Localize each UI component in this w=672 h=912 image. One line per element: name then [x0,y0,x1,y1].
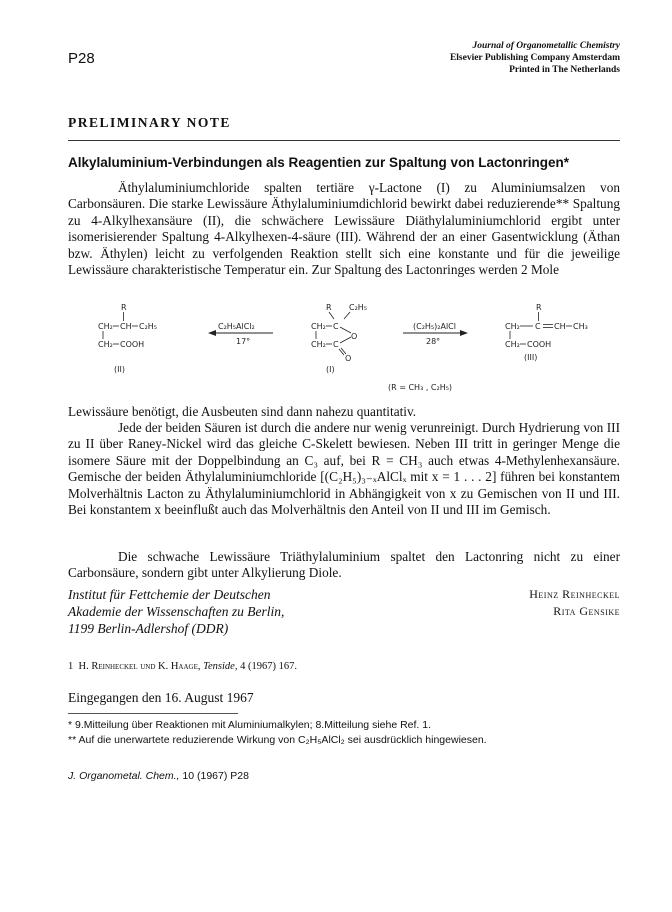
paragraph-4 [68,549,620,582]
printed-in: Printed in The Netherlands [509,65,620,75]
reference-number: 1 [68,661,74,672]
paragraph-1-text: Äthylaluminiumchloride spalten tertiäre γ-Lactone (I) zu Aluminiumsalzen von Carbonsäuren. Die starke Lewissäure Äthylaluminiumdichlorid bewirkt dabei reduzierende** Spaltung zu 4-Alkylhexansäure (II), die schwächere Lewissäure Diäthylaluminiumchlorid ergibt unter isomerisierender Spaltung 4-Alkylhexen-4-säure (III). Während der an einer Gasentwicklung (Äthan bzw. Äthylen) leicht zu verfolgenden Reaktion stellt sich eine konstante und für die jeweilige Lewissäure charakteristische Temperatur ein. Zur Spaltung des Lactonringes werden 2 Mole [68,180,620,278]
footnote-rule [68,713,238,714]
iii-cooh: COOH [527,340,552,349]
iii-ch2-top: CH₂ [505,322,520,331]
ii-ch2-top: CH₂ [98,322,113,331]
label-i: (I) [326,365,335,374]
i-carbonyl-o: O [345,354,352,363]
reference-1 [68,661,297,672]
iii-ch3: CH₃ [573,322,588,331]
iii-c: C [535,322,541,331]
reagent-2: (C₂H₅)₂AlCl [413,322,456,331]
i-c2h5: C₂H₅ [349,303,368,312]
paragraph-2: Lewissäure benötigt, die Ausbeuten sind dann nahezu quantitativ. [68,404,417,419]
i-c-bottom: C [333,340,339,349]
reference-journal: Tenside, [203,661,238,672]
reaction-scheme [68,302,620,397]
iii-r: R [536,303,542,312]
authors [529,586,620,620]
ii-ch: CH [120,322,132,331]
iii-ch2-bottom: CH₂ [505,340,520,349]
i-ring-o: O [351,332,358,341]
paragraph-4-text: Die schwache Lewissäure Triäthylaluminium spaltet den Lactonring nicht zu einer Carbonsäure, sondern gibt unter Alkylierung Diole. [68,549,620,581]
citation-details: 10 (1967) P28 [182,770,249,782]
received-date: Eingegangen den 16. August 1967 [68,690,254,705]
paragraph-3-text: Jede der beiden Säuren ist durch die andere nur wenig verunreinigt. Durch Hydrierung von III zu II über Raney-Nickel wird das gleiche C-Skelett bewiesen. Neben III tritt in geringer Menge die isomere Säure mit der Doppelbindung an C₃ auf, bei R = CH₃ auch etwas 4-Methylenhexansäure. Gemische der beiden Äthylaluminiumchloride [(C₂H₅)₃₋ₓAlClₓ mit x = 1 . . . 2] führen bei konstantem Molverhältnis Lacton zu Äthylaluminiumchlorid in Abhängigkeit von x zu Gemischen von II und III. Bei konstantem x beeinflußt auch das Molverhältnis den Anteil von II und III im Gemisch. [68,420,620,518]
ii-cooh: COOH [120,340,145,349]
ii-c2h5: C₂H₅ [139,322,158,331]
iii-ch: CH [554,322,566,331]
reference-authors: H. Reinheckel und K. Haage, [78,661,201,672]
section-label: PRELIMINARY NOTE [68,115,231,130]
journal-name: Journal of Organometallic Chemistry [472,41,620,51]
temp-2: 28° [426,337,441,346]
temp-1: 17° [236,337,251,346]
author-1: Heinz Reinheckel [529,587,620,601]
reagent-1: C₂H₅AlCl₂ [218,322,255,331]
affiliation [68,586,284,637]
paragraph-3 [68,420,620,518]
ii-r: R [121,303,127,312]
i-ch2-bottom: CH₂ [311,340,326,349]
header-rule [68,140,620,141]
i-r: R [326,303,332,312]
ii-ch2-bottom: CH₂ [98,340,113,349]
affiliation-line-1: Institut für Fettchemie der Deutschen [68,587,271,602]
label-ii: (II) [114,365,125,374]
affiliation-line-2: Akademie der Wissenschaften zu Berlin, [68,604,285,619]
journal-info [450,40,620,76]
citation-journal: J. Organometal. Chem., [68,770,180,782]
article-title: Alkylaluminium-Verbindungen als Reagentien zur Spaltung von Lactonringen* [68,155,570,170]
i-c-top: C [333,322,339,331]
footnote-2: ** Auf die unerwartete reduzierende Wirkung von C₂H₅AlCl₂ sei ausdrücklich hingewiesen. [68,734,487,746]
reference-details: 4 (1967) 167. [240,661,297,672]
footnote-1: * 9.Mitteilung über Reaktionen mit Aluminiumalkylen; 8.Mitteilung siehe Ref. 1. [68,719,432,731]
paragraph-1 [68,180,620,278]
author-2: Rita Gensike [553,604,620,618]
affiliation-line-3: 1199 Berlin-Adlershof (DDR) [68,621,229,636]
r-definition: (R = CH₃ , C₂H₅) [388,383,453,392]
publisher: Elsevier Publishing Company Amsterdam [449,53,620,63]
i-ch2-top: CH₂ [311,322,326,331]
citation-footer [68,770,249,782]
page-number: P28 [68,50,95,67]
label-iii: (III) [524,353,538,362]
